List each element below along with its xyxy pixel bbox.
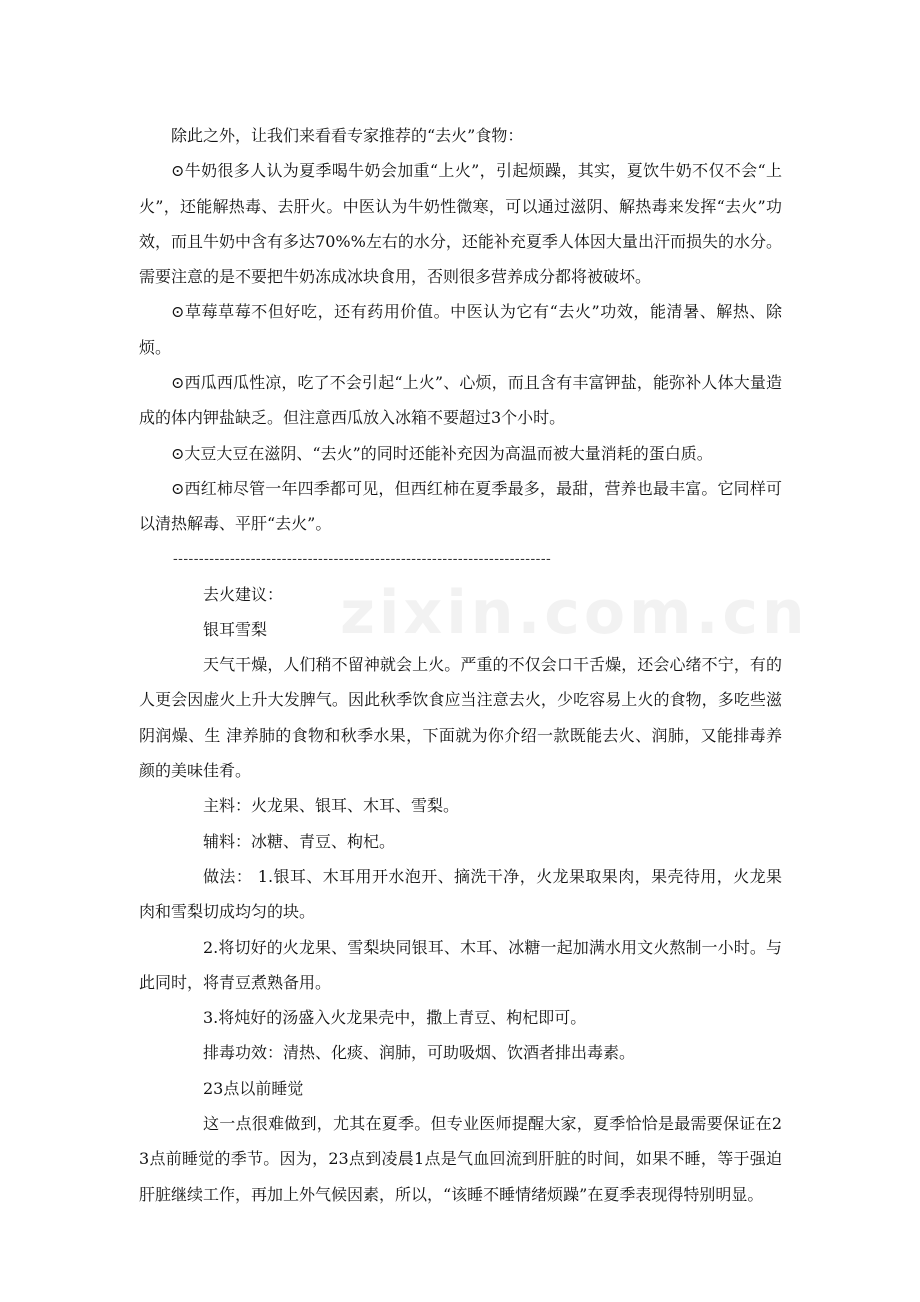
document-body (139, 118, 782, 1212)
soybean-paragraph: ⊙大豆大豆在滋阴、“去火”的同时还能补充因为高温而被大量消耗的蛋白质。 (171, 443, 713, 463)
strawberry-paragraph: ⊙草莓草莓不但好吃，还有药用价值。中医认为它有“去火”功效，能清暑、解热、除烦。 (139, 302, 782, 357)
watermelon-paragraph: ⊙西瓜西瓜性凉，吃了不会引起“上火”、心烦，而且含有丰富钾盐，能弥补人体大量造成的体内钾盐缺乏。但注意西瓜放入冰箱不要超过3个小时。 (139, 373, 782, 428)
recipe-heading: 银耳雪梨 (203, 619, 268, 639)
milk-paragraph: ⊙牛奶很多人认为夏季喝牛奶会加重“上火”，引起烦躁，其实，夏饮牛奶不仅不会“上火”，还能解热毒、去肝火。中医认为牛奶性微寒，可以通过滋阴、解热毒来发挥“去火”功效，而且牛奶中含有多达70%%左右的水分，还能补充夏季人体因大量出汗而损失的水分。需要注意的是不要把牛奶冻成冰块食用，否则很多营养成分都将被破坏。 (139, 161, 782, 287)
tomato-paragraph: ⊙西红柿尽管一年四季都可见，但西红柿在夏季最多，最甜，营养也最丰富。它同样可以清热解毒、平肝“去火”。 (139, 478, 782, 534)
aux-ingredients: 辅料：冰糖、青豆、枸杞。 (203, 831, 396, 851)
intro-paragraph: 除此之外，让我们来看看专家推荐的“去火”食物： (171, 126, 524, 145)
main-ingredients: 主料：火龙果、银耳、木耳、雪梨。 (203, 796, 460, 816)
method-step-2: 2.将切好的火龙果、雪梨块同银耳、木耳、冰糖一起加满水用文火熬制一小时。与此同时，将青豆煮熟备用。 (139, 937, 782, 992)
method-step-1: 做法： 1.银耳、木耳用开水泡开、摘洗干净，火龙果取果肉，果壳待用，火龙果肉和雪梨切成均匀的块。 (139, 866, 782, 922)
advice-heading: 去火建议： (203, 584, 284, 604)
separator-line: ------------------------------------------------------------------------- (173, 550, 552, 567)
method-step-3: 3.将炖好的汤盛入火龙果壳中，撒上青豆、枸杞即可。 (203, 1008, 587, 1028)
detox-effect: 排毒功效：清热、化痰、润肺，可助吸烟、饮酒者排出毒素。 (203, 1043, 636, 1063)
sleep-paragraph: 这一点很难做到，尤其在夏季。但专业医师提醒大家，夏季恰恰是最需要保证在23点前睡觉的季节。因为，23点到凌晨1点是气血回流到肝脏的时间，如果不睡，等于强迫肝脏继续工作，再加上外气候因素，所以，“该睡不睡情绪烦躁”在夏季表现得特别明显。 (139, 1114, 782, 1204)
recipe-intro-paragraph: 天气干燥，人们稍不留神就会上火。严重的不仅会口干舌燥，还会心绪不宁，有的人更会因虚火上升大发脾气。因此秋季饮食应当注意去火，少吃容易上火的食物，多吃些滋阴润燥、生 津养肺的食物和秋季水果，下面就为你介绍一款既能去火、润肺，又能排毒养颜的美味佳肴。 (139, 655, 782, 781)
watermark-logo: zixin.com.cn (340, 578, 809, 648)
sleep-heading: 23点以前睡觉 (203, 1078, 304, 1098)
